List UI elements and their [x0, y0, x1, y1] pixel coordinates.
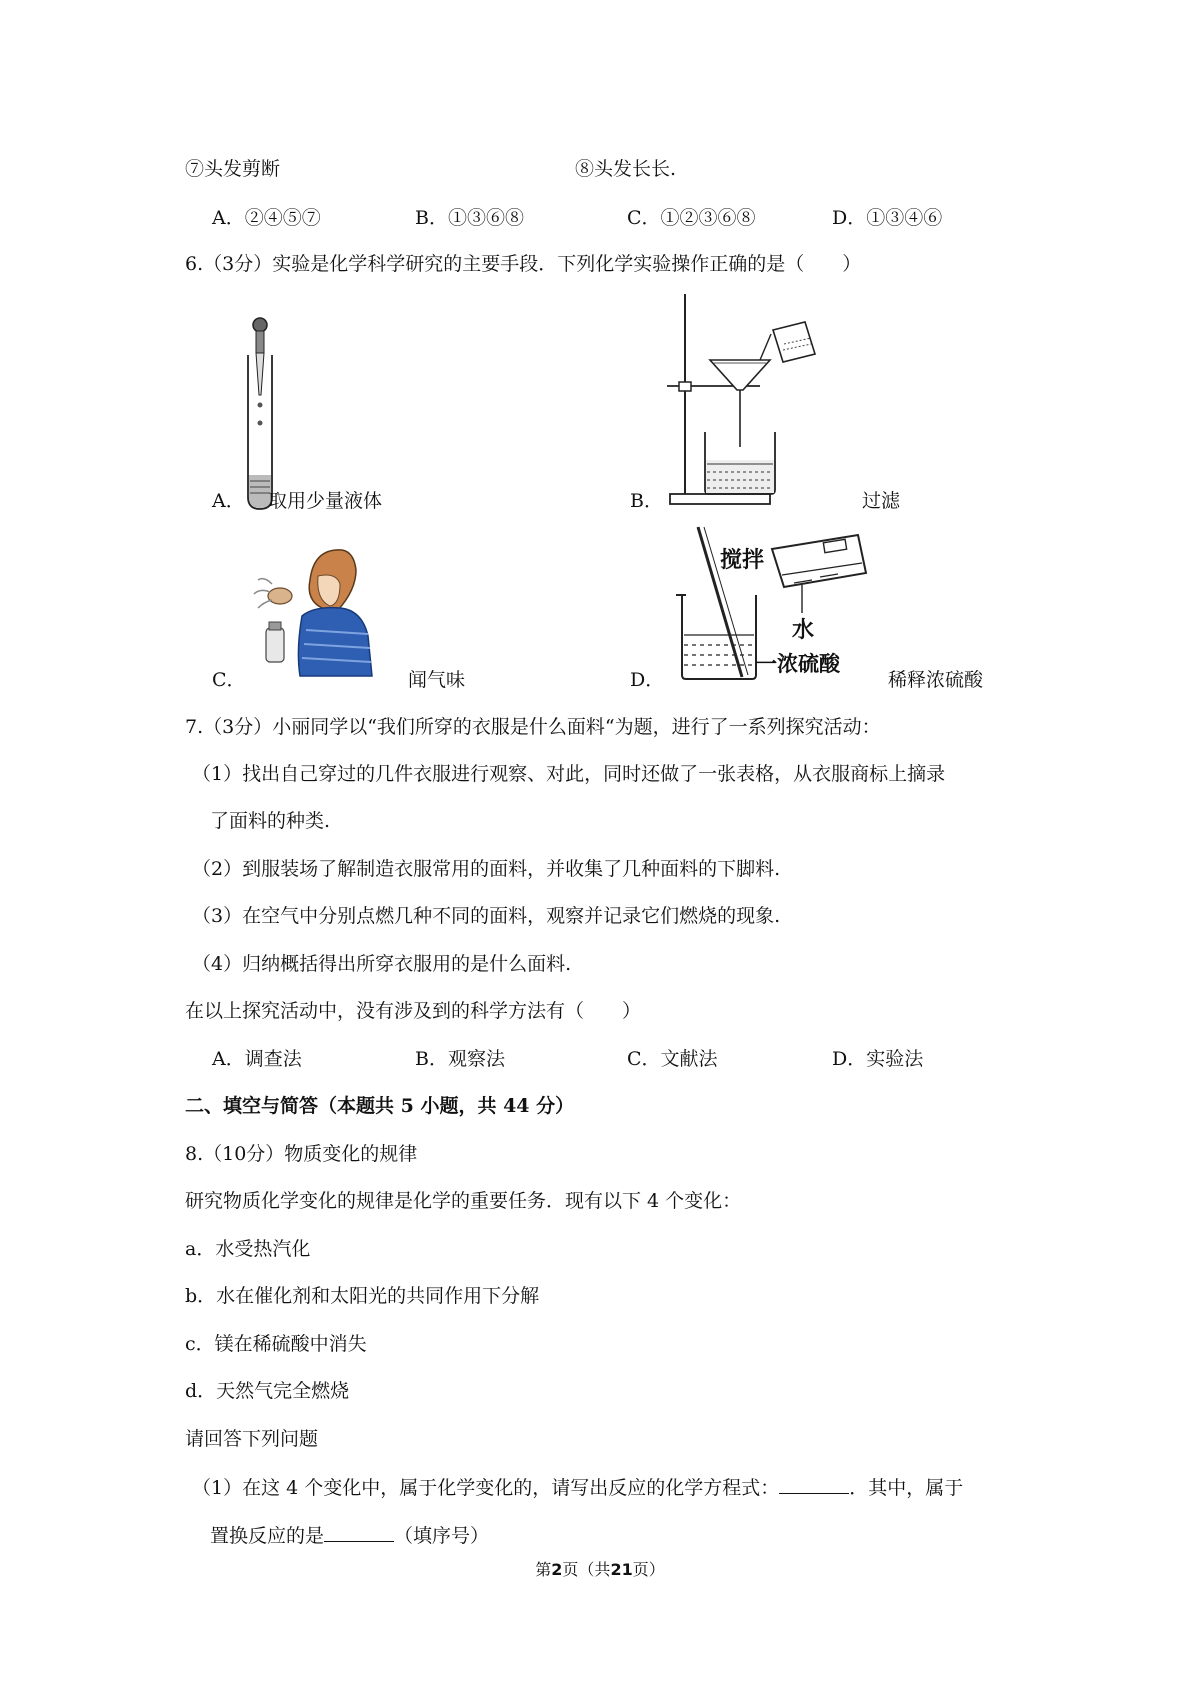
dilution-figure	[672, 525, 872, 685]
footer-suffix: 页）	[632, 1560, 665, 1579]
q8-part-1-text-b: ．其中，属于	[849, 1477, 964, 1499]
q8-item-a: a．水受热汽化	[185, 1238, 311, 1260]
q8-part-1-line-2-text-a: 置换反应的是	[210, 1525, 325, 1547]
q5-item-7: ⑦头发剪断	[185, 158, 281, 180]
q7-question: 在以上探究活动中，没有涉及到的科学方法有（ ）	[185, 1000, 642, 1022]
dilution-acid-label: 一浓硫酸	[756, 652, 840, 676]
q8-part-1-line-2-text-b: （填序号）	[394, 1525, 490, 1547]
smelling-bottle-figure	[244, 540, 384, 680]
q8-part-1-line-1	[192, 1473, 963, 1501]
q7-option-d: D．实验法	[832, 1048, 924, 1070]
q8-prompt: 请回答下列问题	[185, 1428, 319, 1450]
footer-middle: 页（共	[562, 1560, 611, 1579]
q5-option-b: B．①③⑥⑧	[415, 207, 524, 229]
filtration-figure	[665, 292, 825, 507]
q7-step-2: （2）到服装场了解制造衣服常用的面料，并收集了几种面料的下脚料.	[192, 858, 781, 880]
q6-option-d-text: 稀释浓硫酸	[888, 669, 984, 691]
footer-page-number: 2	[551, 1560, 563, 1579]
q6-option-b-text: 过滤	[862, 490, 901, 512]
answer-blank-equation[interactable]	[779, 1473, 849, 1494]
q7-step-4: （4）归纳概括得出所穿衣服用的是什么面料.	[192, 953, 572, 975]
q7-stem: 7.（3分）小丽同学以“我们所穿的衣服是什么面料“为题，进行了一系列探究活动：	[185, 716, 881, 738]
section-2-title: 二、填空与简答（本题共 5 小题，共 44 分）	[185, 1095, 575, 1117]
page-footer	[0, 1558, 1200, 1582]
q8-item-b: b．水在催化剂和太阳光的共同作用下分解	[185, 1285, 540, 1307]
q5-option-a: A．②④⑤⑦	[212, 207, 321, 229]
q7-step-1a: （1）找出自己穿过的几件衣服进行观察、对此，同时还做了一张表格，从衣服商标上摘录	[192, 763, 946, 785]
footer-total-pages: 21	[610, 1560, 633, 1579]
q5-option-c: C．①②③⑥⑧	[627, 207, 756, 229]
q8-intro: 研究物质化学变化的规律是化学的重要任务．现有以下 4 个变化：	[185, 1190, 742, 1212]
q6-option-d-letter: D．	[630, 669, 665, 691]
q6-option-c-letter: C．	[212, 669, 246, 691]
q5-option-d: D．①③④⑥	[832, 207, 943, 229]
dilution-water-label: 水	[792, 618, 815, 643]
q7-option-b: B．观察法	[415, 1048, 505, 1070]
q8-item-c: c．镁在稀硫酸中消失	[185, 1333, 367, 1355]
q7-option-a: A．调查法	[212, 1048, 302, 1070]
q6-option-a-text: 取用少量液体	[268, 490, 383, 512]
dropper-testtube-figure	[240, 315, 280, 510]
q8-part-1-line-2	[210, 1521, 489, 1549]
q6-option-c-text: 闻气味	[408, 669, 466, 691]
q5-item-8: ⑧头发长长.	[575, 158, 677, 180]
q8-item-d: d．天然气完全燃烧	[185, 1380, 350, 1402]
q7-step-1b: 了面料的种类.	[210, 810, 331, 832]
answer-blank-displacement[interactable]	[324, 1521, 394, 1542]
q7-step-3: （3）在空气中分别点燃几种不同的面料，观察并记录它们燃烧的现象.	[192, 905, 781, 927]
q7-option-c: C．文献法	[627, 1048, 718, 1070]
q6-option-b-letter: B．	[630, 490, 663, 512]
q8-stem: 8.（10分）物质变化的规律	[185, 1143, 418, 1165]
q8-part-1-text-a: （1）在这 4 个变化中，属于化学变化的，请写出反应的化学方程式：	[192, 1477, 780, 1499]
footer-prefix: 第	[535, 1560, 552, 1579]
dilution-stir-label: 搅拌	[720, 548, 765, 573]
q6-option-a-letter: A．	[212, 490, 245, 512]
q6-stem: 6.（3分）实验是化学科学研究的主要手段．下列化学实验操作正确的是（ ）	[185, 253, 862, 275]
